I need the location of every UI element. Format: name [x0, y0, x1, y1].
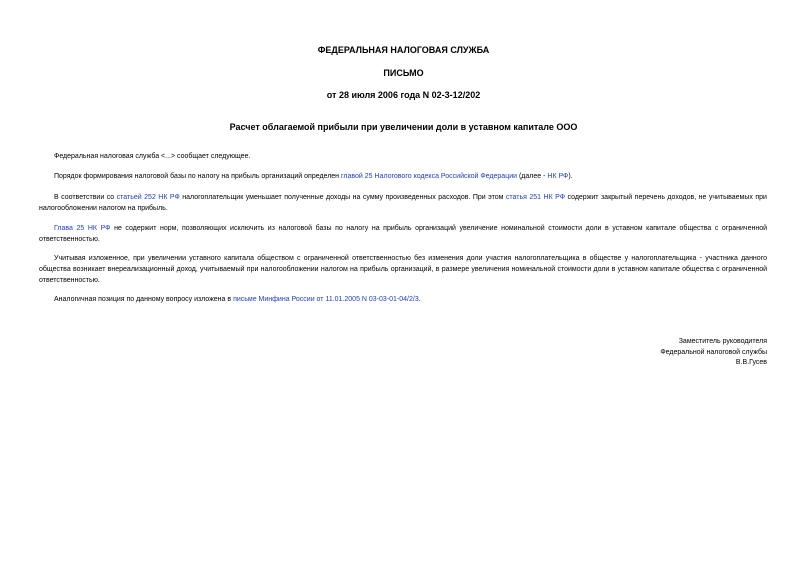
link-chapter-25[interactable]: Глава 25 НК РФ: [54, 225, 111, 232]
link-article-251[interactable]: статья 251 НК РФ: [505, 194, 566, 201]
paragraph-3-text-b: налогоплательщик уменьшает полученные доходы на сумму произведенных расходов. При этом: [179, 194, 506, 201]
agency-heading: ФЕДЕРАЛЬНАЯ НАЛОГОВАЯ СЛУЖБА: [317, 45, 490, 55]
paragraph-1: [39, 151, 767, 162]
document-date-number: от 28 июля 2006 года N 02-3-12/202: [326, 90, 481, 100]
link-chapter-25-tax-code[interactable]: главой 25 Налогового кодекса Российской Федерации: [341, 173, 518, 180]
paragraph-5: [39, 253, 767, 286]
signature-position: Заместитель руководителя: [678, 338, 767, 345]
link-nk-rf[interactable]: НК РФ: [547, 173, 569, 180]
paragraph-2-text-b: (далее -: [517, 173, 548, 180]
paragraph-6-text-a: Аналогичная позиция по данному вопросу изложена в: [54, 296, 234, 303]
document-type: ПИСЬМО: [383, 68, 424, 78]
paragraph-4-text: не содержит норм, позволяющих исключить из налоговой базы по налогу на прибыль организаций увеличение номинальной стоимости доли в уставном капитале общества с ограниченной ответственностью.: [39, 225, 768, 243]
paragraph-2-text-c: ).: [568, 173, 573, 180]
signature-agency: Федеральной налоговой службы: [660, 349, 767, 356]
document-title: Расчет облагаемой прибыли при увеличении доли в уставном капитале ООО: [229, 122, 578, 132]
paragraph-6: [39, 294, 767, 305]
link-article-252[interactable]: статьей 252 НК РФ: [116, 194, 180, 201]
paragraph-3-text-a: В соответствии со: [54, 194, 117, 201]
paragraph-2-text-a: Порядок формирования налоговой базы по налогу на прибыль организаций определен: [54, 173, 341, 180]
paragraph-3-text-c: содержит закрытый перечень доходов, не учитываемых при налогообложении налогом на прибыль.: [39, 194, 767, 212]
paragraph-2: [39, 171, 767, 182]
signature-name: В.В.Гусев: [735, 359, 767, 366]
link-minfin-letter[interactable]: письме Минфина России от 11.01.2005 N 03-03-01-04/2/3: [233, 296, 419, 303]
paragraph-3: [39, 192, 767, 214]
paragraph-4: [39, 223, 767, 245]
paragraph-6-text-b: .: [418, 296, 421, 303]
paragraph-5-text: Учитывая изложенное, при увеличении уставного капитала обществом с ограниченной ответственностью без изменения доли участия налогоплательщика в обществе у налогоплательщика - участника данного общества возникает внереализационный доход, учитываемый при налогообложении налогом на прибыль организаций, в размере увеличения номинальной стоимости доли в уставном капитале общества с ограниченной ответственностью.: [39, 255, 767, 284]
paragraph-1-text: Федеральная налоговая служба <...> сообщает следующее.: [54, 153, 251, 160]
